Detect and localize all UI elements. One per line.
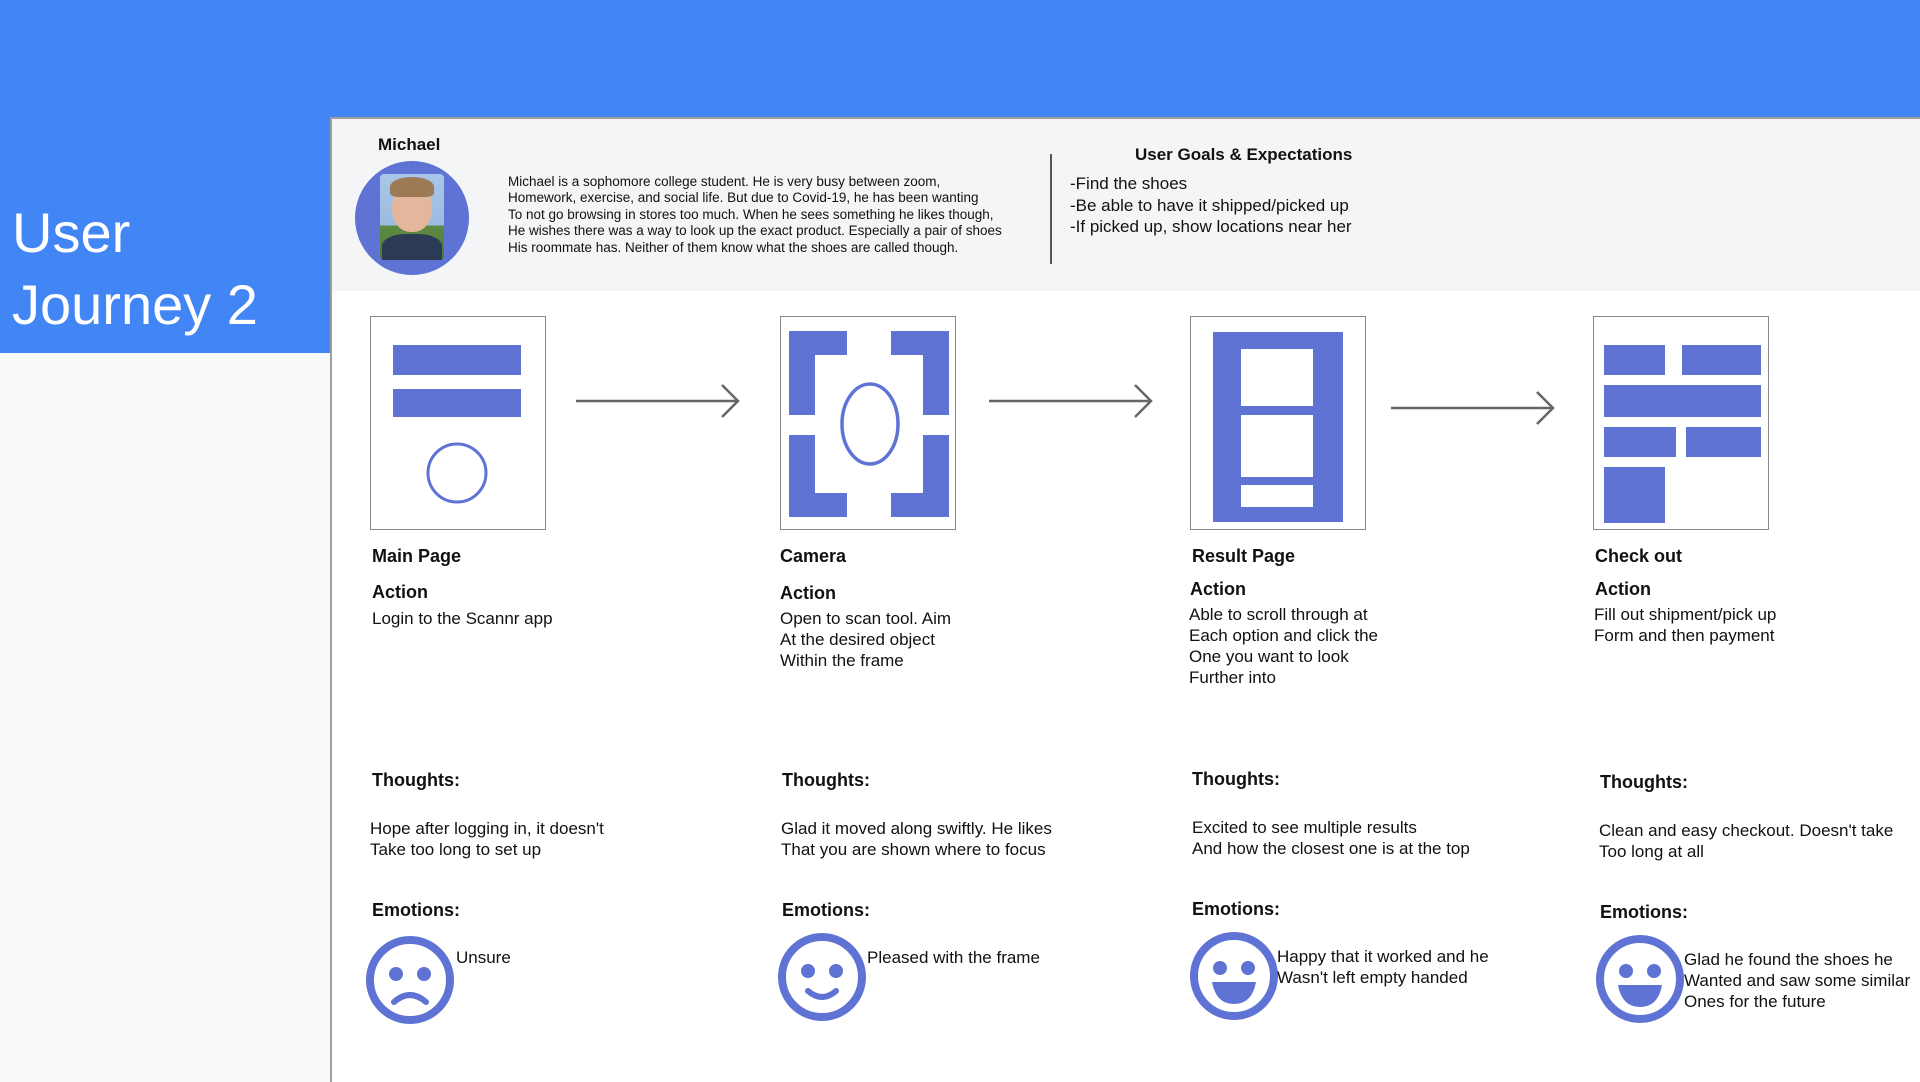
goals-list: -Find the shoes -Be able to have it shipped/picked up -If picked up, show locations near her [1070,174,1352,236]
thoughts-text: Clean and easy checkout. Doesn't take Too long at all [1599,821,1894,861]
result-page-wireframe [1190,316,1366,530]
persona-panel [332,119,1920,291]
action-label: Action [1595,579,1651,599]
action-text: Open to scan tool. Aim At the desired object Within the frame [780,609,952,670]
action-label: Action [372,582,428,602]
emotion-text: Unsure [456,948,511,967]
arrow-right-icon [1389,388,1559,428]
happy-face-icon [1594,933,1686,1025]
action-label: Action [780,583,836,603]
emotions-label: Emotions: [782,900,870,920]
header-bar [0,0,1920,117]
thoughts-label: Thoughts: [1600,772,1688,792]
persona-bio: Michael is a sophomore college student. He is very busy between zoom, Homework, exercise, and social life. But due to Covid-19, he has been wanting To not go browsing in stores too much. When he sees something he likes though, He wishes there was a way to look up the exact product. Especially a pair of shoes His roommate has. Neither of them know what the shoes are called though. [508,174,1002,255]
step-title-result-page: Result Page [1192,546,1296,566]
step-title-camera: Camera [780,546,847,566]
step-title-main-page: Main Page [372,546,462,566]
emotion-text: Pleased with the frame [867,948,1040,967]
journey-sheet [330,117,1920,1082]
action-text: Fill out shipment/pick up Form and then payment [1594,605,1777,645]
thoughts-text: Hope after logging in, it doesn't Take too long to set up [370,819,604,859]
thoughts-text: Excited to see multiple results And how the closest one is at the top [1192,818,1470,858]
emotion-text: Glad he found the shoes he Wanted and saw some similar Ones for the future [1684,950,1911,1011]
emotions-label: Emotions: [1600,902,1688,922]
sad-face-icon [364,934,456,1026]
title-panel [0,117,330,353]
page-title: User Journey 2 [12,201,258,336]
camera-wireframe [780,316,956,530]
divider [1050,154,1052,264]
persona-name: Michael [378,135,441,154]
action-text: Login to the Scannr app [372,609,553,628]
thoughts-label: Thoughts: [372,770,460,790]
avatar [355,161,469,275]
action-label: Action [1190,579,1246,599]
goals-title: User Goals & Expectations [1135,145,1353,164]
thoughts-text: Glad it moved along swiftly. He likes That you are shown where to focus [781,819,1052,859]
emotion-text: Happy that it worked and he Wasn't left empty handed [1277,947,1489,987]
emotions-label: Emotions: [372,900,460,920]
action-text: Able to scroll through at Each option and click the One you want to look Further into [1189,605,1379,687]
smile-face-icon [776,931,868,1023]
arrow-right-icon [987,381,1157,421]
checkout-wireframe [1593,316,1769,530]
avatar-photo [380,174,444,260]
happy-face-icon [1188,930,1280,1022]
main-page-wireframe [370,316,546,530]
thoughts-label: Thoughts: [1192,769,1280,789]
thoughts-label: Thoughts: [782,770,870,790]
step-title-check-out: Check out [1595,546,1683,566]
emotions-label: Emotions: [1192,899,1280,919]
arrow-right-icon [574,381,744,421]
